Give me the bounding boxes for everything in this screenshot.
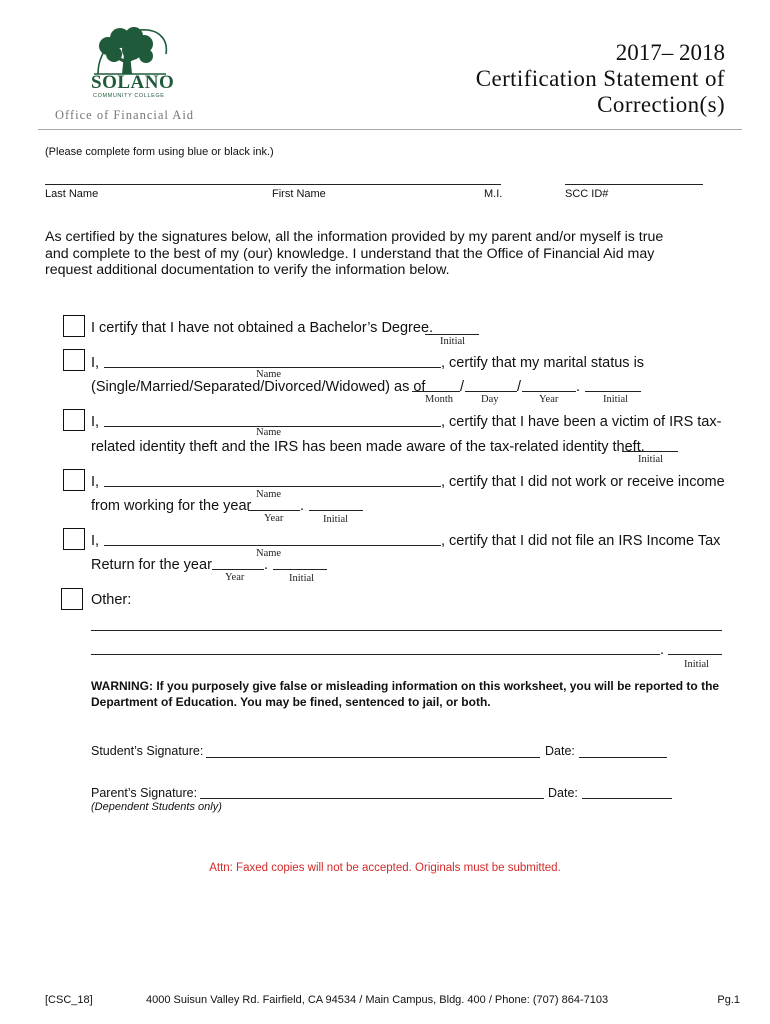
college-name: SOLANO: [91, 72, 175, 93]
initial-caption: Initial: [289, 573, 315, 584]
form-title-line1: Certification Statement of: [475, 66, 725, 91]
office-name: Office of Financial Aid: [55, 108, 195, 122]
footer-address: 4000 Suisun Valley Rd. Fairfield, CA 94534 / Main Campus, Bldg. 400 / Phone: (707) 864-7103: [146, 994, 609, 1006]
nowork-statement: , certify that I did not work or receive income: [441, 474, 725, 490]
other-line-2[interactable]: [91, 654, 660, 655]
student-date-line[interactable]: [579, 757, 667, 758]
nowork-year-text: from working for the year: [91, 498, 252, 514]
student-signature-line[interactable]: [206, 757, 540, 758]
notax-initial-line[interactable]: [273, 569, 327, 570]
name-caption: Name: [256, 489, 282, 500]
last-name-label: Last Name: [45, 188, 99, 200]
scc-id-line[interactable]: [565, 184, 703, 185]
initial-caption: Initial: [440, 336, 466, 347]
ink-instructions: (Please complete form using blue or black ink.): [45, 146, 274, 158]
year-caption: Year: [225, 572, 245, 583]
nowork-name-line[interactable]: [104, 486, 441, 487]
marital-name-line[interactable]: [104, 367, 441, 368]
checkbox-no-tax-return[interactable]: [63, 528, 85, 550]
other-label: Other:: [91, 592, 132, 608]
page-number: Pg.1: [717, 994, 740, 1006]
bachelor-initial-line[interactable]: [425, 334, 479, 335]
parent-signature-label: Parent’s Signature:: [91, 786, 198, 800]
checkbox-identity-theft[interactable]: [63, 409, 85, 431]
identity-statement-cont: related identity theft and the IRS has been made aware of the tax-related identity theft.: [91, 439, 645, 455]
bachelor-statement: I certify that I have not obtained a Bachelor’s Degree.: [91, 320, 434, 336]
marital-statement: , certify that my marital status is: [441, 355, 645, 371]
checkbox-marital-status[interactable]: [63, 349, 85, 371]
dependent-note: (Dependent Students only): [91, 801, 222, 813]
initial-caption: Initial: [603, 394, 629, 405]
marital-options: (Single/Married/Separated/Divorced/Widowed) as of: [91, 379, 426, 395]
i-label: I,: [91, 533, 100, 549]
initial-caption: Initial: [323, 514, 349, 525]
name-caption: Name: [256, 427, 282, 438]
marital-month-line[interactable]: [412, 391, 460, 392]
notax-name-line[interactable]: [104, 545, 441, 546]
form-year: 2017– 2018: [615, 40, 725, 65]
notax-year-line[interactable]: [212, 569, 264, 570]
name-caption: Name: [256, 548, 282, 559]
student-date-label: Date:: [545, 744, 575, 758]
form-title-line2: Correction(s): [597, 92, 725, 117]
other-line-1[interactable]: [91, 630, 722, 631]
nowork-initial-line[interactable]: [309, 510, 363, 511]
warning-text: WARNING: If you purposely give false or misleading information on this worksheet, you will be reported to the Department of Education. You may be fined, sentenced to jail, or both.: [91, 679, 720, 709]
identity-statement: , certify that I have been a victim of IRS tax-: [441, 414, 722, 430]
day-caption: Day: [481, 394, 499, 405]
name-caption: Name: [256, 369, 282, 380]
notax-year-text: Return for the year: [91, 557, 212, 573]
attn-notice: Attn: Faxed copies will not be accepted. Originals must be submitted.: [209, 862, 561, 874]
notax-statement: , certify that I did not file an IRS Income Tax: [441, 533, 721, 549]
other-initial-line[interactable]: [668, 654, 722, 655]
scc-id-label: SCC ID#: [565, 188, 609, 200]
year-caption: Year: [539, 394, 559, 405]
parent-date-label: Date:: [548, 786, 578, 800]
mi-label: M.I.: [484, 188, 503, 200]
name-line[interactable]: [45, 184, 501, 185]
parent-date-line[interactable]: [582, 798, 672, 799]
marital-initial-line[interactable]: [585, 391, 641, 392]
oak-tree-icon: [88, 24, 172, 78]
header-divider: [38, 129, 742, 130]
checkbox-other[interactable]: [61, 588, 83, 610]
nowork-year-line[interactable]: [248, 510, 300, 511]
college-subtitle: COMMUNITY COLLEGE: [93, 93, 165, 99]
certification-intro: As certified by the signatures below, all the information provided by my parent and/or myself is true and complete to the best of my (our) knowledge. I understand that the Office of Financial Aid may request additional documentation to verify the information below.: [45, 229, 664, 278]
month-caption: Month: [425, 394, 454, 405]
parent-signature-line[interactable]: [200, 798, 544, 799]
i-label: I,: [91, 474, 100, 490]
initial-caption: Initial: [638, 454, 664, 465]
student-signature-label: Student’s Signature:: [91, 744, 204, 758]
checkbox-no-work[interactable]: [63, 469, 85, 491]
footer-form-code: [CSC_18]: [45, 994, 93, 1006]
year-caption: Year: [264, 513, 284, 524]
initial-caption: Initial: [684, 659, 710, 670]
first-name-label: First Name: [272, 188, 326, 200]
marital-day-line[interactable]: [465, 391, 517, 392]
checkbox-bachelor[interactable]: [63, 315, 85, 337]
i-label: I,: [91, 414, 100, 430]
identity-initial-line[interactable]: [622, 451, 678, 452]
i-label: I,: [91, 355, 100, 371]
marital-year-line[interactable]: [522, 391, 576, 392]
